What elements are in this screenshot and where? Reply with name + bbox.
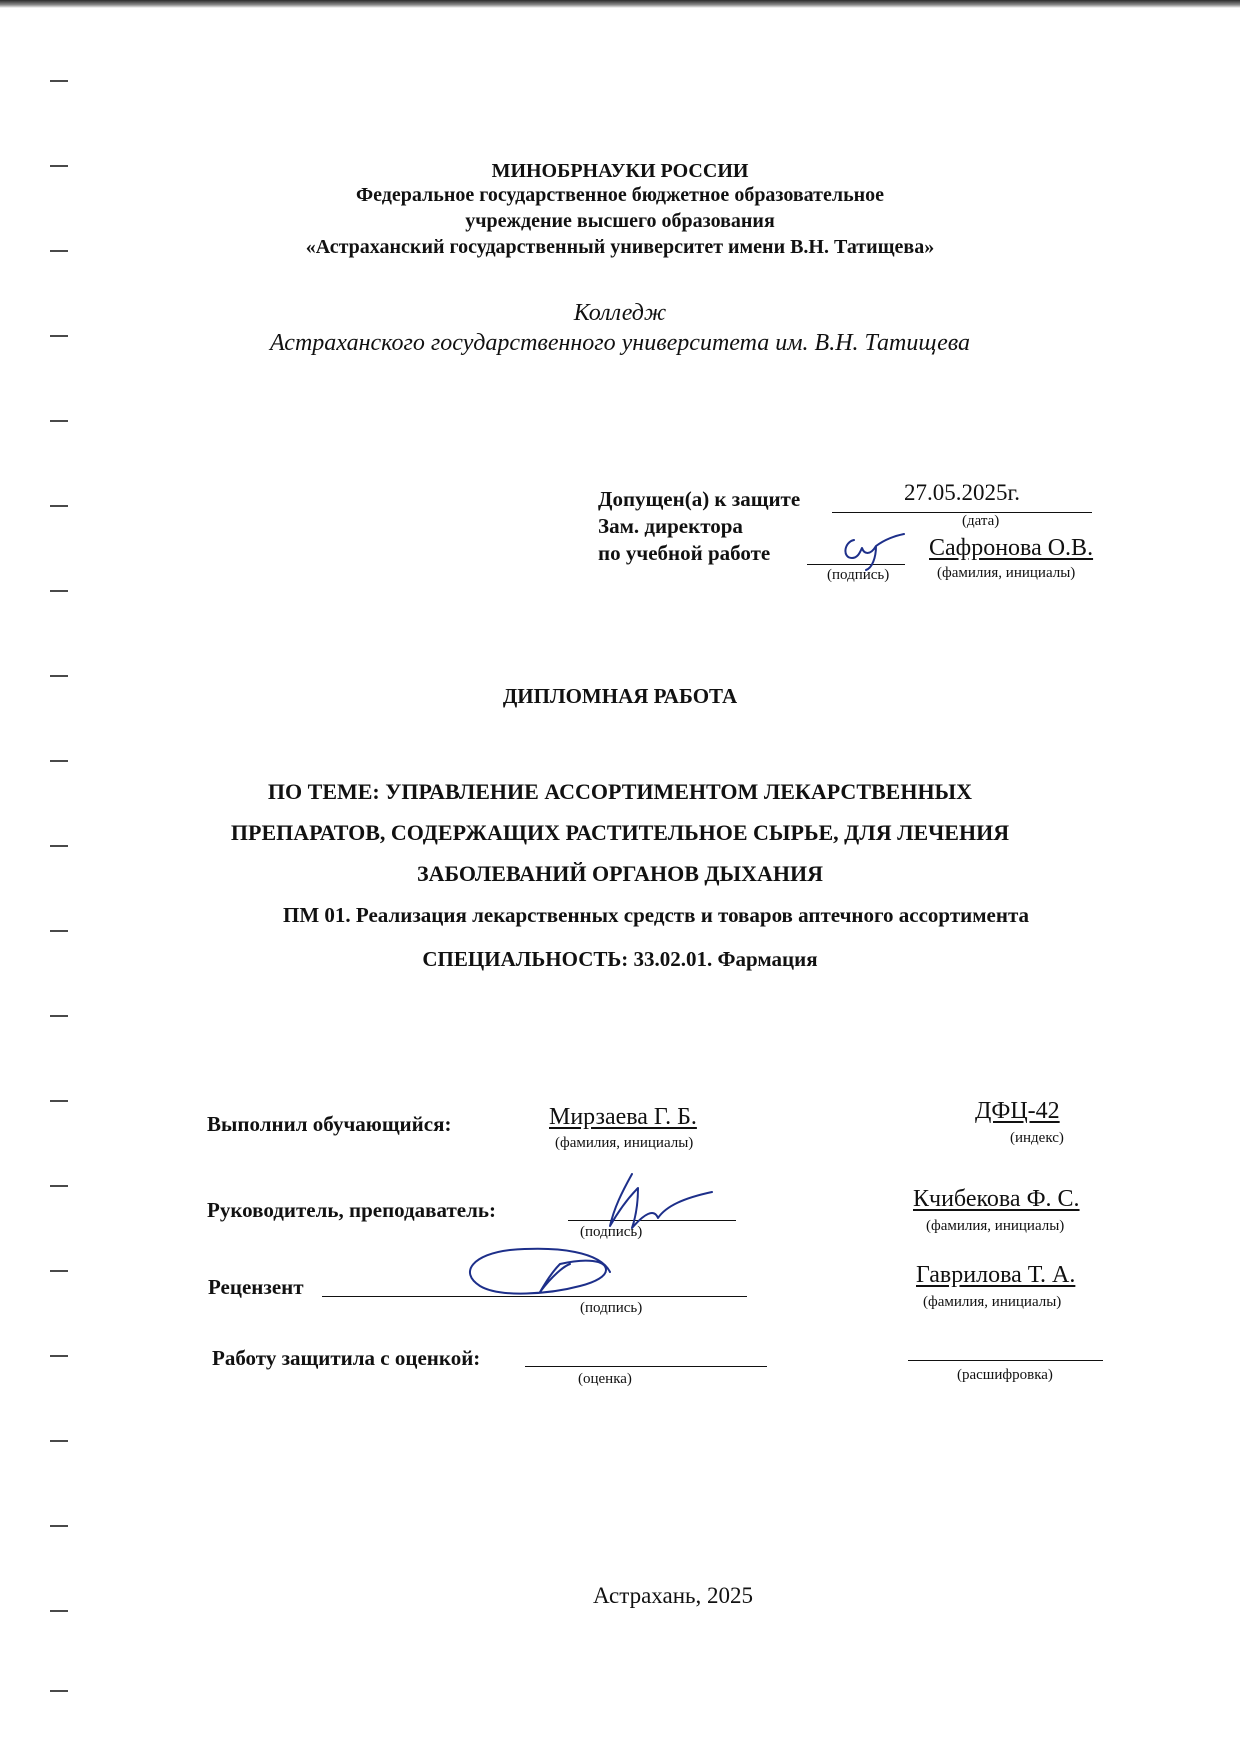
- topic-line-1: ПО ТЕМЕ: УПРАВЛЕНИЕ АССОРТИМЕНТОМ ЛЕКАРСТВЕННЫХ: [267, 779, 973, 804]
- approver-name-caption: (фамилия, инициалы): [937, 565, 1076, 581]
- academic-label: по учебной работе: [598, 541, 771, 565]
- approver-name: Сафронова О.В.: [929, 535, 1094, 561]
- specialty: СПЕЦИАЛЬНОСТЬ: 33.02.01. Фармация: [422, 947, 818, 971]
- grade-line: [525, 1344, 767, 1367]
- student-name-caption: (фамилия, инициалы): [555, 1135, 694, 1151]
- reviewer-name: Гаврилова Т. А.: [916, 1262, 1076, 1288]
- institution-line-1: Федеральное государственное бюджетное образовательное: [355, 184, 885, 206]
- date-caption: (дата): [962, 513, 1000, 529]
- group-caption: (индекс): [1010, 1130, 1064, 1146]
- thesis-type: ДИПЛОМНАЯ РАБОТА: [502, 684, 738, 708]
- university-name: «Астраханский государственный университет имени В.Н. Татищева»: [305, 236, 935, 258]
- reviewer-signature-caption: (подпись): [580, 1300, 643, 1316]
- supervisor-name-caption: (фамилия, инициалы): [926, 1218, 1065, 1234]
- grade-caption: (оценка): [578, 1371, 632, 1387]
- grade-label: Работу защитила с оценкой:: [212, 1346, 481, 1370]
- supervisor-label: Руководитель, преподаватель:: [207, 1198, 496, 1222]
- scan-edge: [0, 0, 1240, 8]
- deputy-label: Зам. директора: [598, 514, 743, 538]
- topic-line-2: ПРЕПАРАТОВ, СОДЕРЖАЩИХ РАСТИТЕЛЬНОЕ СЫРЬЕ, ДЛЯ ЛЕЧЕНИЯ: [230, 820, 1010, 845]
- supervisor-signature-caption: (подпись): [580, 1224, 643, 1240]
- approval-signature-caption: (подпись): [827, 567, 890, 583]
- approval-date: 27.05.2025г.: [903, 480, 1021, 505]
- group-index: ДФЦ-42: [975, 1098, 1060, 1124]
- topic-line-3: ЗАБОЛЕВАНИЙ ОРГАНОВ ДЫХАНИЯ: [416, 861, 824, 886]
- grade-decode-caption: (расшифровка): [957, 1367, 1053, 1383]
- college-line-2: Астраханского государственного университета им. В.Н. Татищева: [270, 330, 970, 356]
- approval-signature: [832, 532, 922, 572]
- city-year: Астрахань, 2025: [593, 1583, 753, 1608]
- reviewer-name-caption: (фамилия, инициалы): [923, 1294, 1062, 1310]
- student-label: Выполнил обучающийся:: [207, 1112, 452, 1136]
- professional-module: ПМ 01. Реализация лекарственных средств и товаров аптечного ассортимента: [283, 903, 1030, 927]
- reviewer-label: Рецензент: [208, 1275, 304, 1299]
- college-line-1: Колледж: [573, 300, 667, 326]
- grade-decode-line: [908, 1338, 1103, 1361]
- supervisor-name: Кчибекова Ф. С.: [913, 1186, 1080, 1212]
- ministry-title: МИНОБРНАУКИ РОССИИ: [491, 160, 749, 182]
- student-name: Мирзаева Г. Б.: [549, 1104, 697, 1130]
- admitted-label: Допущен(а) к защите: [598, 487, 801, 511]
- institution-line-2: учреждение высшего образования: [465, 210, 775, 232]
